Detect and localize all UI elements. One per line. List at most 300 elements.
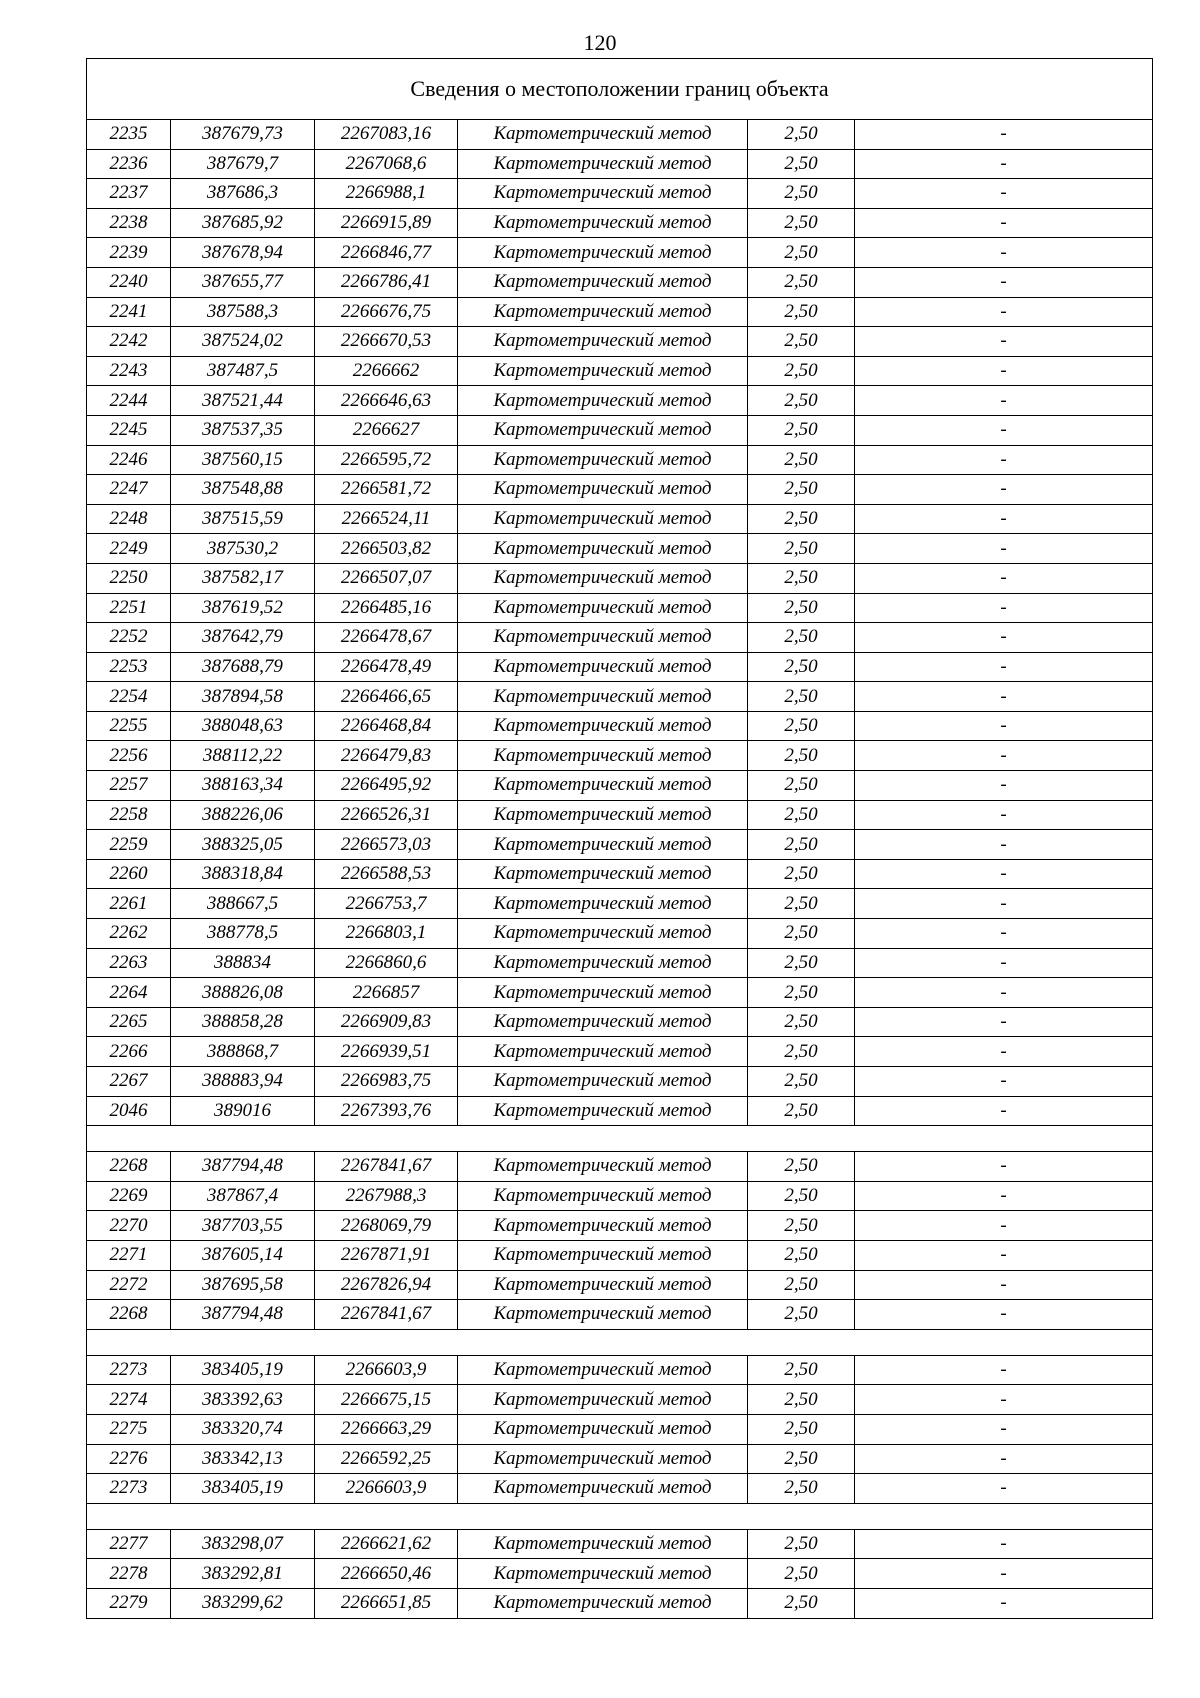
- method-cell: Картометрический метод: [458, 1096, 748, 1126]
- note-cell: -: [855, 1270, 1153, 1300]
- method-cell: Картометрический метод: [458, 1474, 748, 1504]
- accuracy-cell: 2,50: [748, 711, 855, 741]
- method-cell: Картометрический метод: [458, 1240, 748, 1270]
- accuracy-cell: 2,50: [748, 238, 855, 268]
- table-row: [87, 771, 1153, 801]
- note-cell: -: [855, 179, 1153, 209]
- y-coordinate-cell: 2266988,1: [315, 179, 458, 209]
- accuracy-cell: 2,50: [748, 1385, 855, 1415]
- x-coordinate-cell: 387524,02: [171, 327, 315, 357]
- y-coordinate-cell: 2266466,65: [315, 682, 458, 712]
- note-cell: -: [855, 1385, 1153, 1415]
- point-number-cell: 2276: [87, 1444, 171, 1474]
- note-cell: -: [855, 800, 1153, 830]
- x-coordinate-cell: 388318,84: [171, 859, 315, 889]
- accuracy-cell: 2,50: [748, 1270, 855, 1300]
- y-coordinate-cell: 2266939,51: [315, 1037, 458, 1067]
- table-row: [87, 179, 1153, 209]
- point-number-cell: 2268: [87, 1152, 171, 1182]
- table-row: [87, 1007, 1153, 1037]
- method-cell: Картометрический метод: [458, 593, 748, 623]
- x-coordinate-cell: 387686,3: [171, 179, 315, 209]
- method-cell: Картометрический метод: [458, 179, 748, 209]
- method-cell: Картометрический метод: [458, 1181, 748, 1211]
- point-number-cell: 2278: [87, 1559, 171, 1589]
- x-coordinate-cell: 388826,08: [171, 978, 315, 1008]
- x-coordinate-cell: 387487,5: [171, 356, 315, 386]
- point-number-cell: 2258: [87, 800, 171, 830]
- point-number-cell: 2240: [87, 267, 171, 297]
- note-cell: -: [855, 593, 1153, 623]
- method-cell: Картометрический метод: [458, 948, 748, 978]
- point-number-cell: 2236: [87, 149, 171, 179]
- method-cell: Картометрический метод: [458, 652, 748, 682]
- x-coordinate-cell: 387582,17: [171, 563, 315, 593]
- table-row: [87, 859, 1153, 889]
- point-number-cell: 2046: [87, 1096, 171, 1126]
- accuracy-cell: 2,50: [748, 830, 855, 860]
- note-cell: -: [855, 830, 1153, 860]
- point-number-cell: 2254: [87, 682, 171, 712]
- point-number-cell: 2245: [87, 415, 171, 445]
- method-cell: Картометрический метод: [458, 356, 748, 386]
- point-number-cell: 2270: [87, 1211, 171, 1241]
- y-coordinate-cell: 2266983,75: [315, 1067, 458, 1097]
- x-coordinate-cell: 388834: [171, 948, 315, 978]
- note-cell: -: [855, 652, 1153, 682]
- x-coordinate-cell: 383320,74: [171, 1414, 315, 1444]
- point-number-cell: 2268: [87, 1300, 171, 1330]
- point-number-cell: 2246: [87, 445, 171, 475]
- x-coordinate-cell: 387867,4: [171, 1181, 315, 1211]
- y-coordinate-cell: 2266478,67: [315, 623, 458, 653]
- accuracy-cell: 2,50: [748, 563, 855, 593]
- method-cell: Картометрический метод: [458, 1300, 748, 1330]
- y-coordinate-cell: 2266603,9: [315, 1474, 458, 1504]
- point-number-cell: 2275: [87, 1414, 171, 1444]
- y-coordinate-cell: 2266651,85: [315, 1588, 458, 1618]
- accuracy-cell: 2,50: [748, 682, 855, 712]
- page-number: 120: [583, 30, 617, 55]
- accuracy-cell: 2,50: [748, 475, 855, 505]
- group-separator-cell: [87, 1126, 1153, 1152]
- x-coordinate-cell: 383405,19: [171, 1474, 315, 1504]
- note-cell: -: [855, 356, 1153, 386]
- point-number-cell: 2247: [87, 475, 171, 505]
- note-cell: -: [855, 267, 1153, 297]
- y-coordinate-cell: 2267871,91: [315, 1240, 458, 1270]
- y-coordinate-cell: 2267841,67: [315, 1300, 458, 1330]
- method-cell: Картометрический метод: [458, 1385, 748, 1415]
- note-cell: -: [855, 1067, 1153, 1097]
- table-row: [87, 1240, 1153, 1270]
- y-coordinate-cell: 2267841,67: [315, 1152, 458, 1182]
- accuracy-cell: 2,50: [748, 445, 855, 475]
- note-cell: -: [855, 1414, 1153, 1444]
- y-coordinate-cell: 2266857: [315, 978, 458, 1008]
- note-cell: -: [855, 889, 1153, 919]
- y-coordinate-cell: 2266860,6: [315, 948, 458, 978]
- method-cell: Картометрический метод: [458, 978, 748, 1008]
- x-coordinate-cell: 387515,59: [171, 504, 315, 534]
- x-coordinate-cell: 388325,05: [171, 830, 315, 860]
- method-cell: Картометрический метод: [458, 445, 748, 475]
- point-number-cell: 2279: [87, 1588, 171, 1618]
- table-row: [87, 1529, 1153, 1559]
- x-coordinate-cell: 387642,79: [171, 623, 315, 653]
- accuracy-cell: 2,50: [748, 327, 855, 357]
- table-row: [87, 415, 1153, 445]
- point-number-cell: 2259: [87, 830, 171, 860]
- accuracy-cell: 2,50: [748, 208, 855, 238]
- note-cell: -: [855, 1444, 1153, 1474]
- note-cell: -: [855, 1300, 1153, 1330]
- y-coordinate-cell: 2266524,11: [315, 504, 458, 534]
- note-cell: -: [855, 563, 1153, 593]
- note-cell: -: [855, 771, 1153, 801]
- accuracy-cell: 2,50: [748, 1444, 855, 1474]
- x-coordinate-cell: 387679,73: [171, 120, 315, 150]
- point-number-cell: 2237: [87, 179, 171, 209]
- point-number-cell: 2257: [87, 771, 171, 801]
- x-coordinate-cell: 388667,5: [171, 889, 315, 919]
- boundary-coordinates-table: [86, 58, 1153, 1619]
- x-coordinate-cell: 388048,63: [171, 711, 315, 741]
- x-coordinate-cell: 388163,34: [171, 771, 315, 801]
- note-cell: -: [855, 297, 1153, 327]
- table-row: [87, 120, 1153, 150]
- x-coordinate-cell: 383298,07: [171, 1529, 315, 1559]
- method-cell: Картометрический метод: [458, 534, 748, 564]
- group-separator-row: [87, 1126, 1153, 1152]
- y-coordinate-cell: 2266627: [315, 415, 458, 445]
- note-cell: -: [855, 1559, 1153, 1589]
- y-coordinate-cell: 2266468,84: [315, 711, 458, 741]
- accuracy-cell: 2,50: [748, 1559, 855, 1589]
- x-coordinate-cell: 389016: [171, 1096, 315, 1126]
- table-row: [87, 208, 1153, 238]
- x-coordinate-cell: 383405,19: [171, 1355, 315, 1385]
- accuracy-cell: 2,50: [748, 386, 855, 416]
- table-row: [87, 830, 1153, 860]
- method-cell: Картометрический метод: [458, 238, 748, 268]
- table-row: [87, 1181, 1153, 1211]
- point-number-cell: 2262: [87, 919, 171, 949]
- note-cell: -: [855, 1474, 1153, 1504]
- accuracy-cell: 2,50: [748, 859, 855, 889]
- accuracy-cell: 2,50: [748, 1211, 855, 1241]
- point-number-cell: 2251: [87, 593, 171, 623]
- table-row: [87, 1355, 1153, 1385]
- note-cell: -: [855, 1037, 1153, 1067]
- y-coordinate-cell: 2266588,53: [315, 859, 458, 889]
- accuracy-cell: 2,50: [748, 741, 855, 771]
- x-coordinate-cell: 387894,58: [171, 682, 315, 712]
- x-coordinate-cell: 387537,35: [171, 415, 315, 445]
- table-row: [87, 1096, 1153, 1126]
- y-coordinate-cell: 2267393,76: [315, 1096, 458, 1126]
- y-coordinate-cell: 2266592,25: [315, 1444, 458, 1474]
- note-cell: -: [855, 1529, 1153, 1559]
- method-cell: Картометрический метод: [458, 889, 748, 919]
- note-cell: -: [855, 978, 1153, 1008]
- y-coordinate-cell: 2266478,49: [315, 652, 458, 682]
- note-cell: -: [855, 741, 1153, 771]
- note-cell: -: [855, 475, 1153, 505]
- x-coordinate-cell: 388112,22: [171, 741, 315, 771]
- point-number-cell: 2274: [87, 1385, 171, 1415]
- note-cell: -: [855, 120, 1153, 150]
- y-coordinate-cell: 2266675,15: [315, 1385, 458, 1415]
- table-row: [87, 267, 1153, 297]
- accuracy-cell: 2,50: [748, 1037, 855, 1067]
- y-coordinate-cell: 2266603,9: [315, 1355, 458, 1385]
- method-cell: Картометрический метод: [458, 1355, 748, 1385]
- method-cell: Картометрический метод: [458, 623, 748, 653]
- x-coordinate-cell: 383292,81: [171, 1559, 315, 1589]
- point-number-cell: 2271: [87, 1240, 171, 1270]
- x-coordinate-cell: 387703,55: [171, 1211, 315, 1241]
- point-number-cell: 2266: [87, 1037, 171, 1067]
- table-row: [87, 475, 1153, 505]
- y-coordinate-cell: 2267826,94: [315, 1270, 458, 1300]
- point-number-cell: 2244: [87, 386, 171, 416]
- method-cell: Картометрический метод: [458, 415, 748, 445]
- accuracy-cell: 2,50: [748, 1067, 855, 1097]
- note-cell: -: [855, 386, 1153, 416]
- point-number-cell: 2273: [87, 1355, 171, 1385]
- x-coordinate-cell: 387679,7: [171, 149, 315, 179]
- method-cell: Картометрический метод: [458, 1529, 748, 1559]
- y-coordinate-cell: 2266803,1: [315, 919, 458, 949]
- method-cell: Картометрический метод: [458, 771, 748, 801]
- table-row: [87, 297, 1153, 327]
- x-coordinate-cell: 387548,88: [171, 475, 315, 505]
- point-number-cell: 2260: [87, 859, 171, 889]
- method-cell: Картометрический метод: [458, 800, 748, 830]
- y-coordinate-cell: 2266526,31: [315, 800, 458, 830]
- accuracy-cell: 2,50: [748, 297, 855, 327]
- point-number-cell: 2263: [87, 948, 171, 978]
- method-cell: Картометрический метод: [458, 120, 748, 150]
- point-number-cell: 2252: [87, 623, 171, 653]
- point-number-cell: 2256: [87, 741, 171, 771]
- point-number-cell: 2272: [87, 1270, 171, 1300]
- x-coordinate-cell: 387560,15: [171, 445, 315, 475]
- x-coordinate-cell: 388226,06: [171, 800, 315, 830]
- x-coordinate-cell: 387521,44: [171, 386, 315, 416]
- note-cell: -: [855, 534, 1153, 564]
- point-number-cell: 2265: [87, 1007, 171, 1037]
- method-cell: Картометрический метод: [458, 741, 748, 771]
- method-cell: Картометрический метод: [458, 682, 748, 712]
- method-cell: Картометрический метод: [458, 386, 748, 416]
- note-cell: -: [855, 208, 1153, 238]
- table-row: [87, 889, 1153, 919]
- accuracy-cell: 2,50: [748, 1474, 855, 1504]
- y-coordinate-cell: 2266915,89: [315, 208, 458, 238]
- table-row: [87, 652, 1153, 682]
- y-coordinate-cell: 2266846,77: [315, 238, 458, 268]
- group-separator-row: [87, 1503, 1153, 1529]
- accuracy-cell: 2,50: [748, 504, 855, 534]
- method-cell: Картометрический метод: [458, 1444, 748, 1474]
- accuracy-cell: 2,50: [748, 415, 855, 445]
- y-coordinate-cell: 2266646,63: [315, 386, 458, 416]
- table-row: [87, 1037, 1153, 1067]
- y-coordinate-cell: 2266503,82: [315, 534, 458, 564]
- table-row: [87, 948, 1153, 978]
- method-cell: Картометрический метод: [458, 859, 748, 889]
- accuracy-cell: 2,50: [748, 652, 855, 682]
- method-cell: Картометрический метод: [458, 1067, 748, 1097]
- note-cell: -: [855, 504, 1153, 534]
- table-row: [87, 534, 1153, 564]
- point-number-cell: 2261: [87, 889, 171, 919]
- method-cell: Картометрический метод: [458, 919, 748, 949]
- point-number-cell: 2249: [87, 534, 171, 564]
- accuracy-cell: 2,50: [748, 1152, 855, 1182]
- x-coordinate-cell: 383392,63: [171, 1385, 315, 1415]
- x-coordinate-cell: 383299,62: [171, 1588, 315, 1618]
- table-row: [87, 1385, 1153, 1415]
- method-cell: Картометрический метод: [458, 327, 748, 357]
- y-coordinate-cell: 2266485,16: [315, 593, 458, 623]
- method-cell: Картометрический метод: [458, 1152, 748, 1182]
- group-separator-cell: [87, 1329, 1153, 1355]
- note-cell: -: [855, 1096, 1153, 1126]
- table-row: [87, 682, 1153, 712]
- x-coordinate-cell: 387655,77: [171, 267, 315, 297]
- accuracy-cell: 2,50: [748, 534, 855, 564]
- note-cell: -: [855, 1181, 1153, 1211]
- method-cell: Картометрический метод: [458, 711, 748, 741]
- method-cell: Картометрический метод: [458, 504, 748, 534]
- table-row: [87, 563, 1153, 593]
- table-row: [87, 741, 1153, 771]
- x-coordinate-cell: 383342,13: [171, 1444, 315, 1474]
- y-coordinate-cell: 2266786,41: [315, 267, 458, 297]
- method-cell: Картометрический метод: [458, 1211, 748, 1241]
- method-cell: Картометрический метод: [458, 267, 748, 297]
- table-row: [87, 149, 1153, 179]
- y-coordinate-cell: 2266670,53: [315, 327, 458, 357]
- accuracy-cell: 2,50: [748, 771, 855, 801]
- note-cell: -: [855, 149, 1153, 179]
- accuracy-cell: 2,50: [748, 1588, 855, 1618]
- point-number-cell: 2235: [87, 120, 171, 150]
- accuracy-cell: 2,50: [748, 1300, 855, 1330]
- table-title: Сведения о местоположении границ объекта: [87, 59, 1153, 120]
- note-cell: -: [855, 1240, 1153, 1270]
- y-coordinate-cell: 2266753,7: [315, 889, 458, 919]
- x-coordinate-cell: 388868,7: [171, 1037, 315, 1067]
- note-cell: -: [855, 859, 1153, 889]
- y-coordinate-cell: 2267068,6: [315, 149, 458, 179]
- x-coordinate-cell: 387605,14: [171, 1240, 315, 1270]
- table-row: [87, 238, 1153, 268]
- table-row: [87, 1300, 1153, 1330]
- method-cell: Картометрический метод: [458, 297, 748, 327]
- y-coordinate-cell: 2266595,72: [315, 445, 458, 475]
- y-coordinate-cell: 2266479,83: [315, 741, 458, 771]
- accuracy-cell: 2,50: [748, 1007, 855, 1037]
- table-row: [87, 445, 1153, 475]
- accuracy-cell: 2,50: [748, 267, 855, 297]
- table-row: [87, 623, 1153, 653]
- table-row: [87, 1270, 1153, 1300]
- note-cell: -: [855, 1355, 1153, 1385]
- point-number-cell: 2264: [87, 978, 171, 1008]
- accuracy-cell: 2,50: [748, 919, 855, 949]
- method-cell: Картометрический метод: [458, 1559, 748, 1589]
- accuracy-cell: 2,50: [748, 120, 855, 150]
- note-cell: -: [855, 623, 1153, 653]
- accuracy-cell: 2,50: [748, 978, 855, 1008]
- point-number-cell: 2269: [87, 1181, 171, 1211]
- y-coordinate-cell: 2267083,16: [315, 120, 458, 150]
- y-coordinate-cell: 2266650,46: [315, 1559, 458, 1589]
- note-cell: -: [855, 682, 1153, 712]
- group-separator-row: [87, 1329, 1153, 1355]
- table-row: [87, 327, 1153, 357]
- y-coordinate-cell: 2266507,07: [315, 563, 458, 593]
- table-row: [87, 1559, 1153, 1589]
- method-cell: Картометрический метод: [458, 830, 748, 860]
- method-cell: Картометрический метод: [458, 475, 748, 505]
- x-coordinate-cell: 387688,79: [171, 652, 315, 682]
- method-cell: Картометрический метод: [458, 563, 748, 593]
- x-coordinate-cell: 387794,48: [171, 1300, 315, 1330]
- y-coordinate-cell: 2268069,79: [315, 1211, 458, 1241]
- x-coordinate-cell: 388858,28: [171, 1007, 315, 1037]
- table-row: [87, 386, 1153, 416]
- point-number-cell: 2273: [87, 1474, 171, 1504]
- accuracy-cell: 2,50: [748, 1181, 855, 1211]
- accuracy-cell: 2,50: [748, 179, 855, 209]
- y-coordinate-cell: 2266581,72: [315, 475, 458, 505]
- table-row: [87, 800, 1153, 830]
- note-cell: -: [855, 919, 1153, 949]
- accuracy-cell: 2,50: [748, 948, 855, 978]
- point-number-cell: 2242: [87, 327, 171, 357]
- table-row: [87, 1211, 1153, 1241]
- accuracy-cell: 2,50: [748, 1414, 855, 1444]
- table-row: [87, 1474, 1153, 1504]
- note-cell: -: [855, 711, 1153, 741]
- accuracy-cell: 2,50: [748, 356, 855, 386]
- method-cell: Картометрический метод: [458, 1037, 748, 1067]
- note-cell: -: [855, 1211, 1153, 1241]
- accuracy-cell: 2,50: [748, 1096, 855, 1126]
- table-row: [87, 978, 1153, 1008]
- x-coordinate-cell: 387619,52: [171, 593, 315, 623]
- x-coordinate-cell: 388778,5: [171, 919, 315, 949]
- table-row: [87, 1067, 1153, 1097]
- table-row: [87, 919, 1153, 949]
- method-cell: Картометрический метод: [458, 1414, 748, 1444]
- note-cell: -: [855, 1007, 1153, 1037]
- accuracy-cell: 2,50: [748, 1355, 855, 1385]
- accuracy-cell: 2,50: [748, 593, 855, 623]
- note-cell: -: [855, 327, 1153, 357]
- y-coordinate-cell: 2266676,75: [315, 297, 458, 327]
- point-number-cell: 2250: [87, 563, 171, 593]
- y-coordinate-cell: 2266663,29: [315, 1414, 458, 1444]
- table-row: [87, 1152, 1153, 1182]
- table-row: [87, 1588, 1153, 1618]
- point-number-cell: 2243: [87, 356, 171, 386]
